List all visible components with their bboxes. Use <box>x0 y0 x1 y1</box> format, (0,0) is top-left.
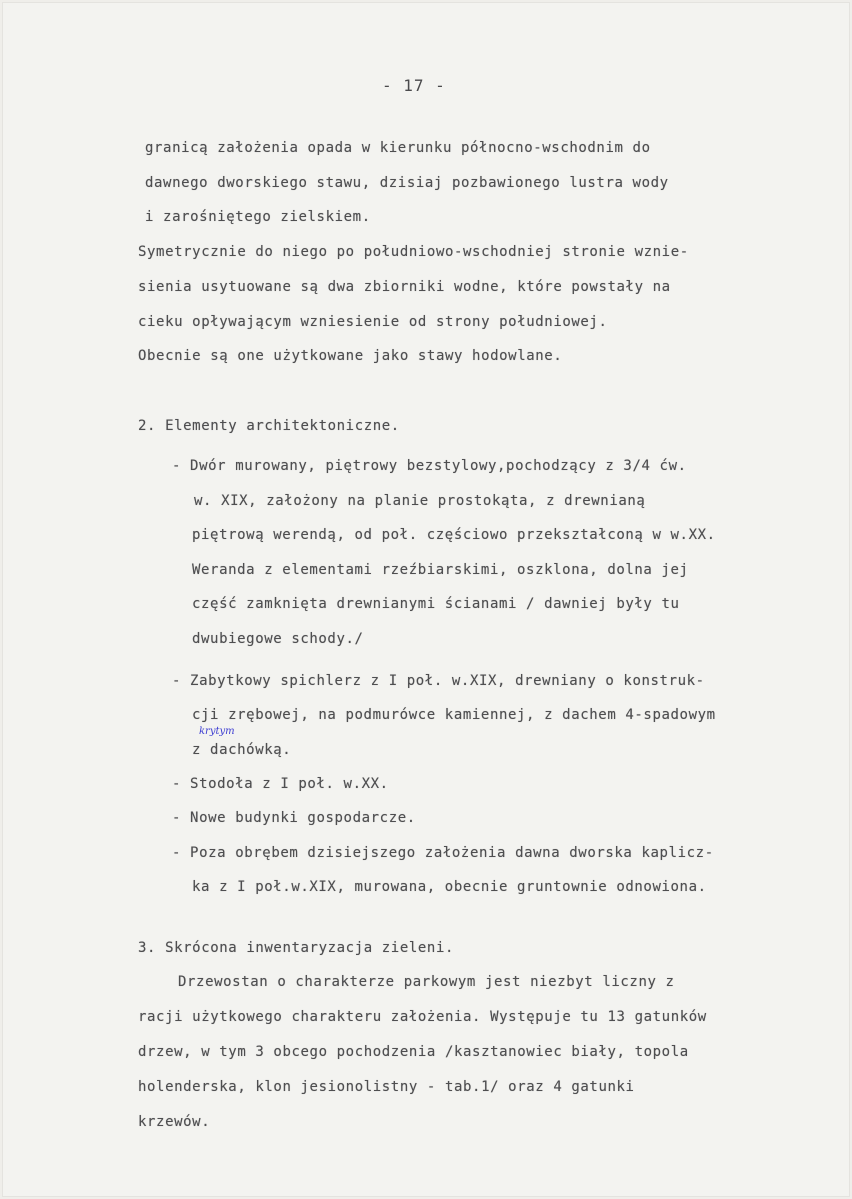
text-line: dawnego dworskiego stawu, dzisiaj pozbawionego lustra wody <box>145 175 669 191</box>
text-line: - Dwór murowany, piętrowy bezstylowy,pochodzący z 3/4 ćw. <box>172 458 687 474</box>
text-line: - Poza obrębem dzisiejszego założenia dawna dworska kaplicz- <box>172 845 714 861</box>
handwritten-annotation: krytym <box>199 726 235 737</box>
text-line: holenderska, klon jesionolistny - tab.1/ oraz 4 gatunki <box>138 1079 635 1095</box>
text-line: i zarośniętego zielskiem. <box>145 209 371 225</box>
text-line: w. XIX, założony na planie prostokąta, z drewnianą <box>194 493 646 509</box>
text-line: Obecnie są one użytkowane jako stawy hodowlane. <box>138 348 563 364</box>
text-line: dwubiegowe schody./ <box>192 631 364 647</box>
text-line: Weranda z elementami rzeźbiarskimi, oszklona, dolna jej <box>192 562 689 578</box>
section-heading: 2. Elementy architektoniczne. <box>138 418 400 434</box>
section-heading: 3. Skrócona inwentaryzacja zieleni. <box>138 940 455 956</box>
text-line: sienia usytuowane są dwa zbiorniki wodne, które powstały na <box>138 279 671 295</box>
text-line: Symetrycznie do niego po południowo-wschodniej stronie wznie- <box>138 244 689 260</box>
text-line: piętrową werendą, od poł. częściowo przekształconą w w.XX. <box>192 527 716 543</box>
text-line: z dachówką. <box>192 742 292 758</box>
text-line: ka z I poł.w.XIX, murowana, obecnie gruntownie odnowiona. <box>192 879 707 895</box>
text-line: - Nowe budynki gospodarcze. <box>172 810 416 826</box>
page-number: - 17 - <box>382 76 446 95</box>
text-line: krzewów. <box>138 1114 211 1130</box>
text-line: racji użytkowego charakteru założenia. Występuje tu 13 gatunków <box>138 1009 707 1025</box>
text-line: drzew, w tym 3 obcego pochodzenia /kasztanowiec biały, topola <box>138 1044 689 1060</box>
text-line: granicą założenia opada w kierunku północno-wschodnim do <box>145 140 651 156</box>
typewritten-sheet <box>2 2 850 1197</box>
text-line: cji zrębowej, na podmurówce kamiennej, z dachem 4-spadowym <box>192 707 716 723</box>
text-line: Drzewostan o charakterze parkowym jest niezbyt liczny z <box>178 974 675 990</box>
text-line: - Stodoła z I poł. w.XX. <box>172 776 389 792</box>
text-line: - Zabytkowy spichlerz z I poł. w.XIX, drewniany o konstruk- <box>172 673 705 689</box>
text-line: cieku opływającym wzniesienie od strony południowej. <box>138 314 608 330</box>
text-line: część zamknięta drewnianymi ścianami / dawniej były tu <box>192 596 680 612</box>
